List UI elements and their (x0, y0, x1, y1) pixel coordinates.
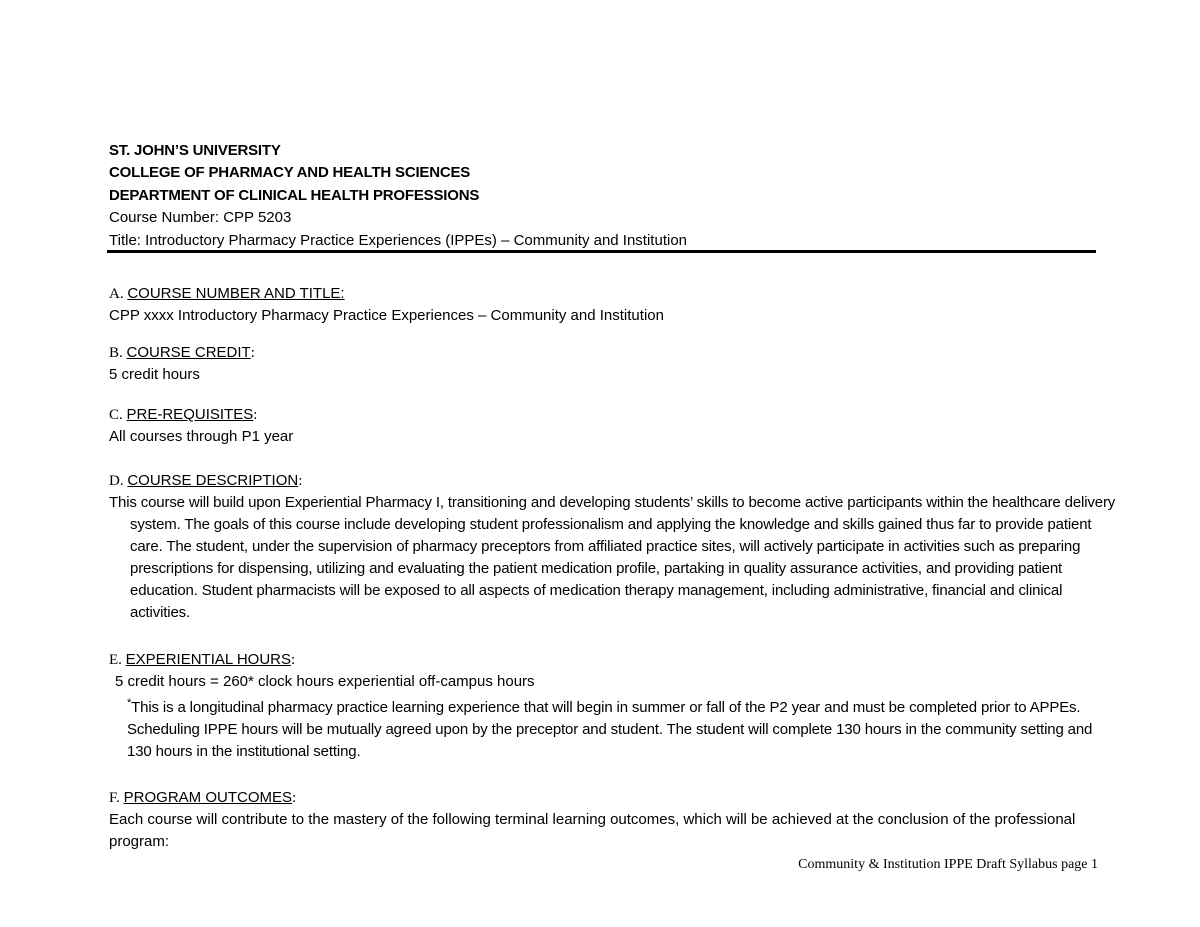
section-colon: : (291, 652, 296, 668)
section-heading (109, 787, 1109, 809)
section-heading (109, 283, 1109, 305)
section-title: COURSE CREDIT (126, 344, 251, 361)
section-letter: D. (109, 473, 128, 489)
section-body: 5 credit hours = 260* clock hours experiential off-campus hours (115, 673, 535, 690)
college-name: COLLEGE OF PHARMACY AND HEALTH SCIENCES (109, 164, 471, 182)
page-footer: Community & Institution IPPE Draft Syllabus page 1 (798, 857, 1098, 872)
section-letter: E. (109, 652, 126, 668)
section-title: PROGRAM OUTCOMES (123, 789, 292, 806)
section-program-outcomes (109, 787, 1109, 853)
section-body: This course will build upon Experiential Pharmacy I, transitioning and developing students’ skills to become active participants within the healthcare delivery system. The goals of this course include developing student professionalism and applying the knowledge and skills gained thus far to provide patient care. The student, under the supervision of pharmacy preceptors from affiliated practice sites, will actively participate in activities such as preparing prescriptions for dispensing, utilizing and evaluating the patient medication profile, partaking in quality assurance activities, and providing patient education. Student pharmacists will be exposed to all aspects of medication therapy management, including administrative, financial and clinical activities. (109, 494, 1116, 621)
document-header (109, 140, 1099, 252)
course-title: Title: Introductory Pharmacy Practice Experiences (IPPEs) – Community and Institution (109, 231, 688, 249)
department-name: DEPARTMENT OF CLINICAL HEALTH PROFESSIONS (109, 186, 480, 204)
section-letter: F. (109, 790, 124, 806)
section-letter: B. (109, 345, 127, 361)
footnote (109, 697, 1099, 763)
section-title: EXPERIENTIAL HOURS (125, 651, 291, 668)
section-title: PRE-REQUISITES (126, 406, 254, 423)
section-heading (109, 404, 1109, 426)
section-course-description (109, 470, 1116, 624)
section-body: CPP xxxx Introductory Pharmacy Practice Experiences – Community and Institution (109, 307, 664, 324)
section-body: 5 credit hours (109, 366, 200, 383)
section-colon: : (292, 790, 297, 806)
section-course-credit (109, 342, 1109, 386)
section-title: COURSE DESCRIPTION (127, 472, 299, 489)
section-body: All courses through P1 year (109, 428, 294, 445)
section-letter: C. (109, 407, 127, 423)
section-colon: : (253, 407, 258, 423)
header-divider (107, 250, 1096, 253)
section-prerequisites (109, 404, 1109, 448)
footnote-marker: * (127, 697, 132, 709)
section-course-number-title (109, 283, 1109, 327)
section-heading (109, 342, 1109, 364)
section-colon: : (298, 473, 303, 489)
section-heading (109, 649, 1109, 671)
section-title: COURSE NUMBER AND TITLE: (127, 285, 345, 302)
university-name: ST. JOHN’S UNIVERSITY (109, 142, 281, 159)
section-heading (109, 470, 1109, 492)
section-letter: A. (109, 286, 128, 302)
section-colon: : (250, 345, 255, 361)
section-experiential-hours (109, 649, 1109, 763)
footnote-text: This is a longitudinal pharmacy practice learning experience that will begin in summer or fall of the P2 year and must be completed prior to APPEs. Scheduling IPPE hours will be mutually agreed upon by the preceptor and student. The student will complete 130 hours in the community setting and 130 hours in the institutional setting. (127, 699, 1093, 760)
course-number: Course Number: CPP 5203 (109, 209, 292, 227)
section-body: Each course will contribute to the mastery of the following terminal learning outcomes, which will be achieved at the conclusion of the professional program: (109, 811, 1076, 850)
